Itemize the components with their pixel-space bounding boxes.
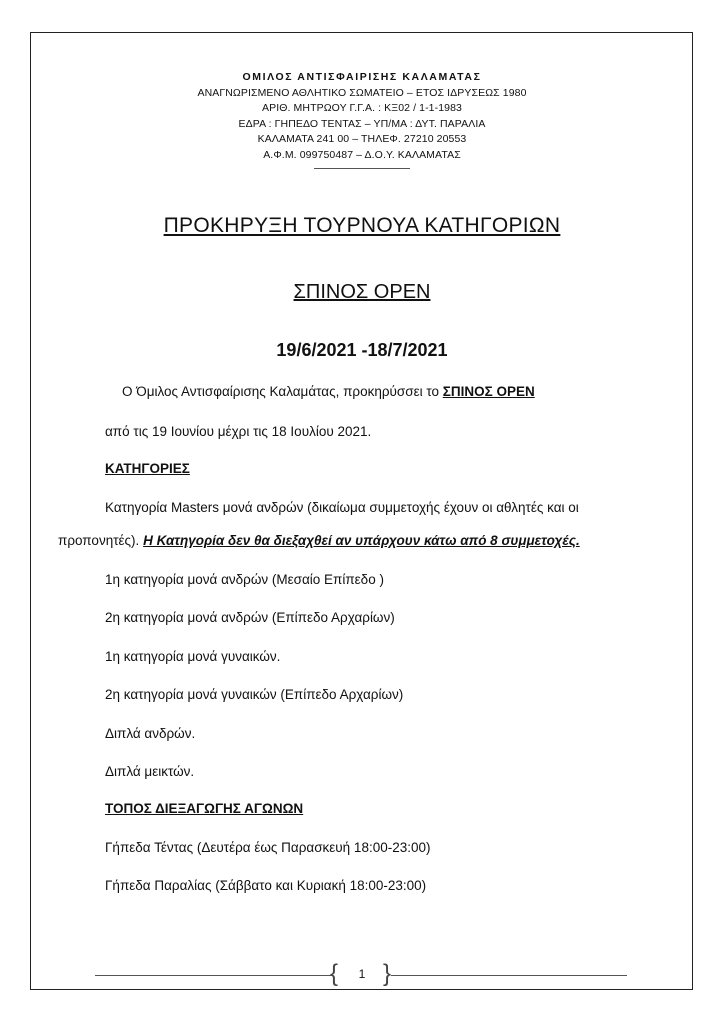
masters-line-1: Κατηγορία Masters μονά ανδρών (δικαίωμα συμμετοχής έχουν οι αθλητές και οι [105, 500, 579, 515]
category-item: 1η κατηγορία μονά ανδρών (Μεσαίο Επίπεδο ) [105, 572, 384, 587]
club-tax-info: Α.Φ.Μ. 099750487 – Δ.Ο.Υ. ΚΑΛΑΜΑΤΑΣ [263, 148, 461, 161]
intro-event-highlight: ΣΠΙΝΟΣ OPEN [442, 384, 535, 399]
venue-item: Γήπεδα Τέντας (Δευτέρα έως Παρασκευή 18:00-23:00) [105, 840, 431, 855]
masters-text: προπονητές). [58, 533, 144, 548]
footer-left-brace: { [330, 960, 339, 987]
header-divider [314, 168, 410, 169]
event-dates: 19/6/2021 -18/7/2021 [276, 340, 448, 360]
document-title: ΠΡΟΚΗΡΥΞΗ ΤΟΥΡΝΟΥΑ ΚΑΤΗΓΟΡΙΩΝ [163, 214, 561, 237]
venue-item: Γήπεδα Παραλίας (Σάββατο και Κυριακή 18:00-23:00) [105, 878, 427, 893]
categories-heading: ΚΑΤΗΓΟΡΙΕΣ [105, 461, 190, 476]
category-item: Διπλά μεικτών. [105, 764, 195, 779]
intro-line-1 [122, 384, 535, 399]
category-item: 1η κατηγορία μονά γυναικών. [105, 649, 281, 664]
club-registry: ΑΡΙΘ. ΜΗΤΡΩΟΥ Γ.Γ.Α. : ΚΞ02 / 1-1-1983 [262, 102, 462, 114]
footer-right-brace: } [383, 960, 392, 987]
club-city-phone: ΚΑΛΑΜΑΤΑ 241 00 – ΤΗΛΕΦ. 27210 20553 [257, 133, 467, 145]
footer-rule-right [391, 975, 627, 976]
intro-line-2: από τις 19 Ιουνίου μέχρι τις 18 Ιουλίου 2021. [105, 424, 372, 439]
category-item: Διπλά ανδρών. [105, 726, 196, 741]
venues-heading: ΤΟΠΟΣ ΔΙΕΞΑΓΩΓΗΣ ΑΓΩΝΩΝ [105, 801, 304, 816]
club-name: ΟΜΙΛΟΣ ΑΝΤΙΣΦΑΙΡΙΣΗΣ ΚΑΛΑΜΑΤΑΣ [242, 71, 482, 83]
intro-text: Ο Όμιλος Αντισφαίρισης Καλαμάτας, προκηρύσσει το [122, 384, 443, 399]
letterhead [0, 70, 724, 169]
page-number: 1 [358, 967, 366, 981]
category-item: 2η κατηγορία μονά ανδρών (Επίπεδο Αρχαρίων) [105, 610, 395, 625]
event-name: ΣΠΙΝΟΣ OPEN [293, 281, 431, 303]
category-item: 2η κατηγορία μονά γυναικών (Επίπεδο Αρχαρίων) [105, 687, 404, 702]
footer-rule-left [95, 975, 332, 976]
masters-condition-note: Η Κατηγορία δεν θα διεξαχθεί αν υπάρχουν κάτω από 8 συμμετοχές. [143, 533, 580, 548]
club-recognition: ΑΝΑΓΝΩΡΙΣΜΕΝΟ ΑΘΛΗΤΙΚΟ ΣΩΜΑΤΕΙΟ – ΕΤΟΣ ΙΔΡΥΣΕΩΣ 1980 [197, 86, 527, 99]
club-seat: ΕΔΡΑ : ΓΗΠΕΔΟ ΤΕΝΤΑΣ – ΥΠ/ΜΑ : ΔΥΤ. ΠΑΡΑΛΙΑ [238, 117, 486, 130]
masters-line-2 [58, 533, 580, 548]
